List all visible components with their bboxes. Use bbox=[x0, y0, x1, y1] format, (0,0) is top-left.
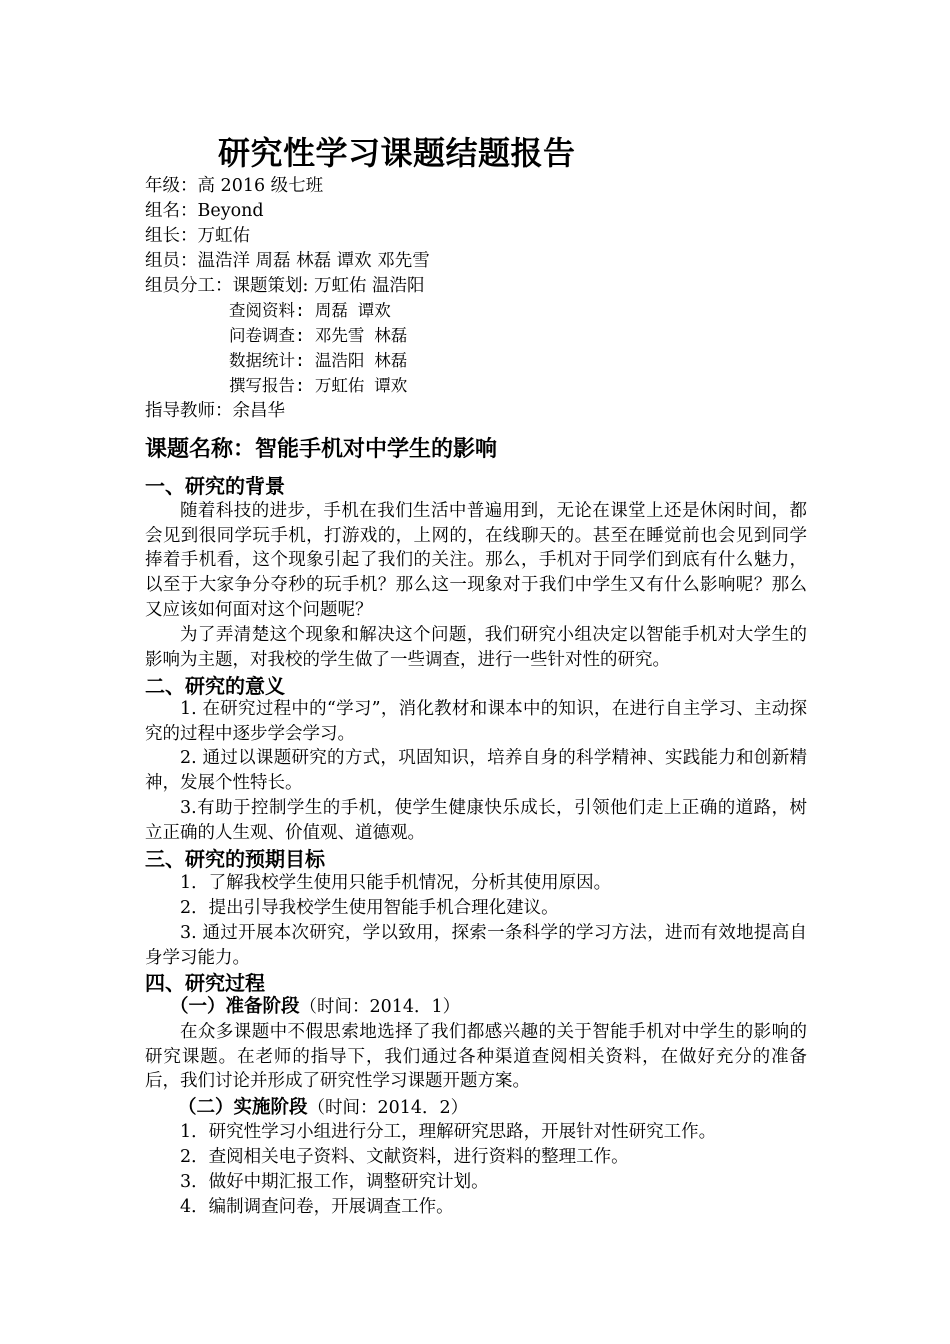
stage-heading bbox=[170, 995, 460, 1019]
paragraph: 2. 通过以课题研究的方式，巩固知识，培养自身的科学精神、实践能力和创新精神，发展个性特长。 bbox=[145, 748, 807, 793]
leader-line: 组长：万虹佑 bbox=[145, 226, 250, 246]
list-item: 3．做好中期汇报工作，调整研究计划。 bbox=[180, 1172, 489, 1192]
list-item: 2．查阅相关电子资料、文献资料，进行资料的整理工作。 bbox=[180, 1147, 629, 1167]
paragraph: 在众多课题中不假思索地选择了我们都感兴趣的关于智能手机对中学生的影响的研究课题。在老师的指导下，我们通过各种渠道查阅相关资料，在做好充分的准备后，我们讨论并形成了研究性学习课题开题方案。 bbox=[145, 1022, 807, 1092]
paragraph: 1. 在研究过程中的“学习”，消化教材和课本中的知识，在进行自主学习、主动探究的过程中逐步学会学习。 bbox=[145, 699, 807, 744]
stage-time: （时间：2014．2） bbox=[307, 1098, 469, 1118]
division-line: 数据统计: 温浩阳 林磊 bbox=[229, 351, 408, 370]
topic-title: 课题名称：智能手机对中学生的影响 bbox=[145, 437, 498, 462]
paragraph: 3.有助于控制学生的手机，使学生健康快乐成长，引领他们走上正确的道路，树立正确的人生观、价值观、道德观。 bbox=[145, 798, 807, 843]
section-heading: 一、研究的背景 bbox=[145, 474, 285, 498]
section-heading: 三、研究的预期目标 bbox=[145, 847, 325, 871]
section-heading: 四、研究过程 bbox=[145, 971, 265, 995]
paragraph: 2．提出引导我校学生使用智能手机合理化建议。 bbox=[180, 898, 559, 918]
list-item: 4．编制调查问卷，开展调查工作。 bbox=[180, 1197, 454, 1217]
stage-heading bbox=[178, 1096, 468, 1120]
paragraph: 3. 通过开展本次研究，学以致用，探索一条科学的学习方法，进而有效地提高自身学习能力。 bbox=[145, 923, 807, 968]
members-line: 组员：温浩洋 周磊 林磊 谭欢 邓先雪 bbox=[145, 251, 430, 271]
section-heading: 二、研究的意义 bbox=[145, 674, 285, 698]
group-name-line: 组名：Beyond bbox=[145, 201, 264, 221]
division-line: 问卷调查: 邓先雪 林磊 bbox=[229, 326, 408, 345]
division-label-line: 组员分工：课题策划: 万虹佑 温浩阳 bbox=[145, 276, 425, 296]
paragraph: 随着科技的进步，手机在我们生活中普遍用到，无论在课堂上还是休闲时间，都会见到很同学玩手机，打游戏的，上网的，在线聊天的。甚至在睡觉前也会见到同学捧着手机看，这个现象引起了我们的关注。那么，手机对于同学们到底有什么魅力，以至于大家争分夺秒的玩手机？那么这一现象对于我们中学生又有什么影响呢？那么又应该如何面对这个问题呢？ bbox=[145, 501, 807, 620]
division-line: 查阅资料: 周磊 谭欢 bbox=[229, 301, 391, 320]
stage-title: （二）实施阶段 bbox=[178, 1097, 308, 1118]
paragraph: 1．了解我校学生使用只能手机情况，分析其使用原因。 bbox=[180, 873, 612, 893]
stage-time: （时间：2014．1） bbox=[299, 997, 461, 1017]
teacher-line: 指导教师：余昌华 bbox=[145, 401, 285, 421]
division-line: 撰写报告: 万虹佑 谭欢 bbox=[229, 376, 408, 395]
stage-title: （一）准备阶段 bbox=[170, 996, 300, 1017]
grade-line: 年级：高 2016 级七班 bbox=[145, 176, 324, 196]
list-item: 1．研究性学习小组进行分工，理解研究思路，开展针对性研究工作。 bbox=[180, 1122, 717, 1142]
paragraph: 为了弄清楚这个现象和解决这个问题，我们研究小组决定以智能手机对大学生的影响为主题，对我校的学生做了一些调查，进行一些针对性的研究。 bbox=[145, 625, 807, 670]
report-title: 研究性学习课题结题报告 bbox=[218, 134, 576, 172]
